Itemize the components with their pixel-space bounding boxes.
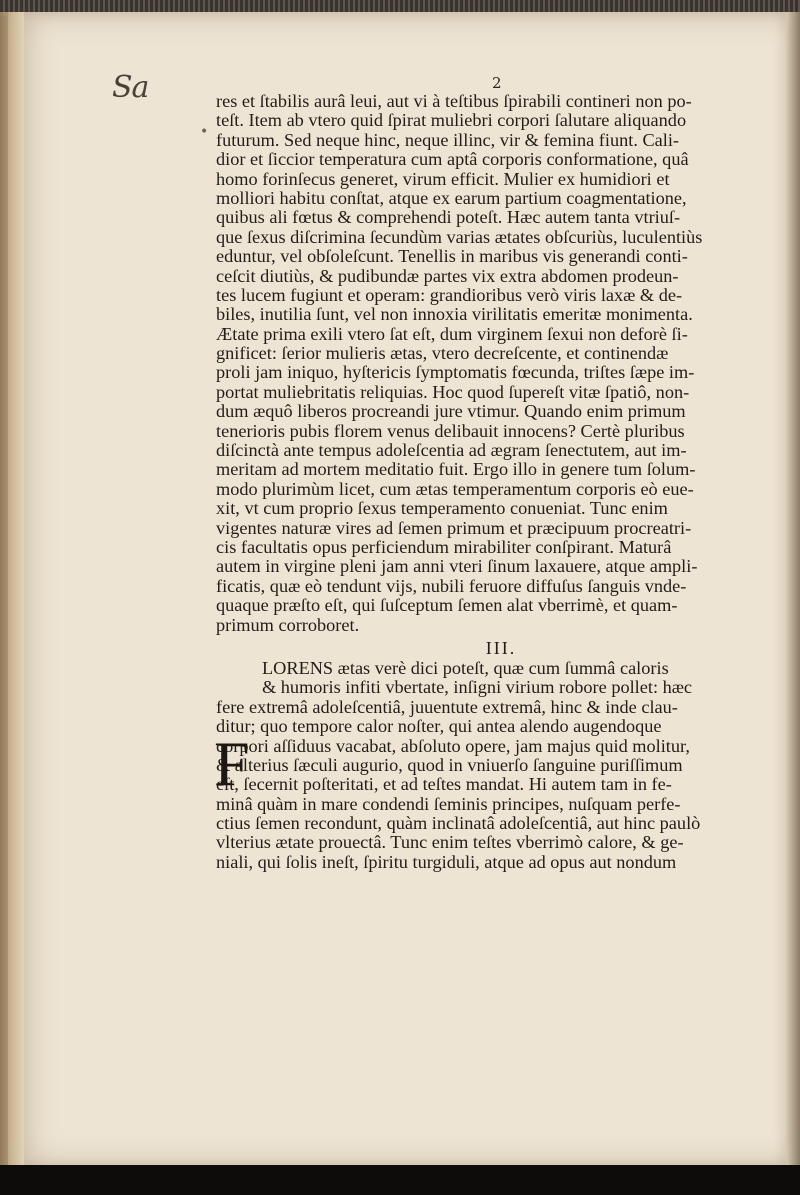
text-line: quaque præſto eſt, qui ſuſceptum ſemen alat vberrimè, et quam- [216, 595, 678, 616]
text-line: ctius ſemen recondunt, quàm inclinatâ adoleſcentiâ, aut hinc paulò [216, 813, 701, 834]
text-line: meritam ad mortem meditatio fuit. Ergo illo in genere tum ſolum- [216, 459, 696, 480]
text-line: cis facultatis opus perficiendum mirabiliter conſpirant. Maturâ [216, 536, 672, 557]
text-line: Ætate prima exili vtero ſat eſt, dum virginem ſexui non deforè ſi- [216, 323, 688, 344]
text-line: & humoris infiti vbertate, inſigni virium robore pollet: hæc [262, 677, 693, 698]
text-line: diſcinctà ante tempus adoleſcentia ad ægram ſenectutem, aut im- [216, 440, 687, 461]
text-line: ficatis, quæ eò tendunt vijs, nubili feruore diffuſus ſanguis vnde- [216, 575, 687, 596]
text-line: eduntur, vel obſoleſcunt. Tenellis in maribus vis generandi conti- [216, 246, 688, 267]
text-line: xit, vt cum proprio ſexus temperamento conueniat. Tunc enim [216, 498, 668, 519]
text-line: vigentes naturæ vires ad ſemen primum et præcipuum procreatri- [216, 517, 692, 538]
text-line: tes lucem fugiunt et operam: grandioribus verò viris laxæ & de- [216, 284, 683, 305]
text-line: niali, qui ſolis ineſt, ſpiritu turgiduli, atque ad opus aut nondum [216, 851, 677, 872]
text-line: res et ſtabilis aurâ leui, aut vi à teſtibus ſpirabili contineri non po- [216, 91, 692, 111]
text-line: portat muliebritatis reliquias. Hoc quod ſupereſt vitæ ſpatiô, non- [216, 381, 690, 402]
text-line: minâ quàm in mare condendi ſeminis principes, nuſquam perfe- [216, 793, 681, 814]
book-bottom-edge [0, 1165, 800, 1195]
section-heading: III. [485, 637, 517, 658]
margin-mark: • [200, 124, 209, 140]
text-line: primum corroboret. [216, 614, 360, 635]
main-text-block [216, 92, 766, 872]
text-line: modo plurimùm licet, cum ætas temperamentum corporis eò eue- [216, 478, 694, 499]
text-line: gnificet: ſerior mulieris ætas, vtero decreſcente, et continendæ [216, 343, 669, 364]
text-line: fere extremâ adoleſcentiâ, juuentute extremâ, hinc & inde clau- [216, 696, 678, 717]
page-right-edge [786, 12, 800, 1167]
text-line: dum æquô liberos procreandi jure vtimur. Quando enim primum [216, 401, 686, 422]
text-line: & alterius ſæculi augurio, quod in vniuerſo ſanguine puriſſimum [216, 754, 683, 775]
text-line: LORENS ætas verè dici poteſt, quæ cum ſummâ caloris [262, 657, 669, 678]
text-line: corpori aſſiduus vacabat, abſoluto opere, jam majus quid molitur, [216, 735, 690, 756]
text-line: futurum. Sed neque hinc, neque illinc, vir & femina fiunt. Cali- [216, 129, 680, 150]
drop-cap: F [214, 728, 250, 799]
text-line: proli jam iniquo, hyſtericis ſymptomatis fœcunda, triſtes ſæpe im- [216, 362, 695, 383]
text-line: quibus ali fœtus & comprehendi poteſt. Hæc autem tanta vtriuſ- [216, 207, 681, 228]
text-line: homo forinſecus generet, virum efficit. Mulier ex humidiori et [216, 168, 670, 189]
handwritten-margin-note: Sa [112, 70, 149, 105]
text-line: que ſexus diſcrimina ſecundùm varias ætates obſcuriùs, luculentiùs [216, 226, 703, 247]
text-line: teſt. Item ab vtero quid ſpirat muliebri corpori ſalutare aliquando [216, 110, 687, 131]
text-line: autem in virgine pleni jam anni vteri ſinum laxauere, atque ampli- [216, 556, 698, 577]
paragraph-one [216, 92, 766, 635]
book-gutter [0, 12, 24, 1167]
text-line: ditur; quo tempore calor noſter, qui antea alendo augendoque [216, 716, 662, 737]
paragraph-two [216, 659, 766, 872]
text-line: eſt, ſecernit poſteritati, et ad teſtes mandat. Hi autem tam in fe- [216, 774, 672, 795]
text-line: molliori habitu conſtat, atque ex earum partium coagmentatione, [216, 187, 687, 208]
text-line: vlterius ætate prouectâ. Tunc enim teſtes vberrimò calore, & ge- [216, 832, 684, 853]
text-line: biles, inutilia ſunt, vel non innoxia virilitatis emeritæ monimenta. [216, 304, 693, 325]
page-number: 2 [492, 74, 502, 92]
text-line: tenerioris pubis florem venus delibauit innocens? Certè pluribus [216, 420, 685, 441]
text-line: ceſcit diutiùs, & pudibundæ partes vix extra abdomen prodeun- [216, 265, 679, 286]
text-line: dior et ſiccior temperatura cum aptâ corporis conformatione, quâ [216, 149, 689, 170]
